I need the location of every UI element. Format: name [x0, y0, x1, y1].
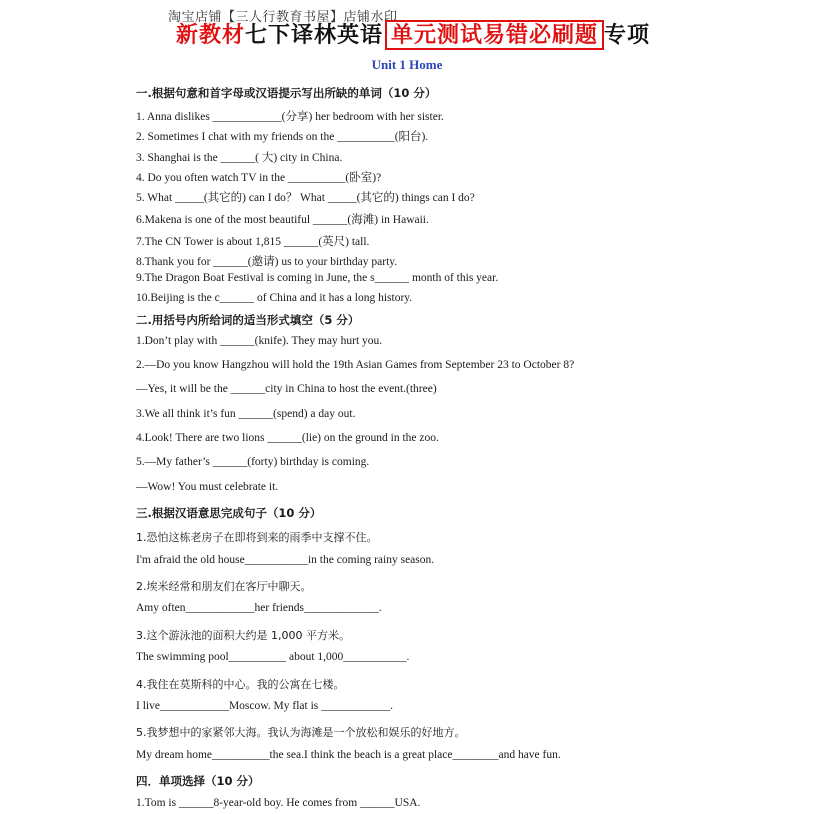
title-part-new-edition: 新教材 — [176, 22, 246, 48]
watermark-text: 淘宝店铺【三人行教育书屋】店铺水印 — [168, 10, 398, 25]
question-line: 1. Anna dislikes ____________(分享) her bedroom with her sister. — [136, 111, 444, 123]
question-line: 4.Look! There are two lions ______(lie) on the ground in the zoo. — [136, 432, 439, 444]
unit-title: Unit 1 Home — [371, 57, 443, 72]
question-line: 5. What _____(其它的) can I do？ What _____(其它的) things can I do? — [136, 192, 475, 204]
question-line: —Yes, it will be the ______city in China to host the event.(three) — [136, 383, 437, 395]
question-line: 2. Sometimes I chat with my friends on the __________(阳台). — [136, 131, 429, 143]
question-line: My dream home__________the sea.I think the beach is a great place________and have fun. — [136, 749, 561, 761]
question-line: 1.Don’t play with ______(knife). They may hurt you. — [136, 335, 383, 347]
question-line: 2.—Do you know Hangzhou will hold the 19th Asian Games from September 23 to October 8? — [136, 359, 575, 371]
title-part-special: 专项 — [604, 22, 651, 48]
chinese-prompt: 5.我梦想中的家紧邻大海。我认为海滩是一个放松和娱乐的好地方。 — [136, 726, 466, 739]
question-line: 5.—My father’s ______(forty) birthday is coming. — [136, 456, 370, 468]
question-line: I live____________Moscow. My flat is ____________. — [136, 700, 394, 712]
question-line: 3. Shanghai is the ______( 大) city in China. — [136, 152, 343, 164]
question-line: 1.Tom is ______8-year-old boy. He comes from ______USA. — [136, 797, 421, 809]
question-line: 10.Beijing is the c______ of China and it has a long history. — [136, 292, 413, 304]
document-title — [176, 18, 650, 49]
question-line: 7.The CN Tower is about 1,815 ______(英尺) tall. — [136, 236, 370, 248]
title-part-boxed: 单元测试易错必刷题 — [385, 20, 604, 50]
question-line: 8.Thank you for ______(邀请) us to your birthday party. — [136, 256, 398, 268]
chinese-prompt: 1.恐怕这栋老房子在即将到来的雨季中支撑不住。 — [136, 531, 378, 544]
question-line: 4. Do you often watch TV in the __________(卧室)? — [136, 172, 382, 184]
question-line: —Wow! You must celebrate it. — [136, 481, 279, 493]
question-line: 3.We all think it’s fun ______(spend) a day out. — [136, 408, 356, 420]
section-heading: 二.用括号内所给词的适当形式填空（5 分） — [136, 313, 360, 327]
chinese-prompt: 2.埃米经常和朋友们在客厅中聊天。 — [136, 580, 312, 593]
section-heading: 四．单项选择（10 分） — [136, 774, 260, 788]
question-line: The swimming pool__________ about 1,000___________. — [136, 651, 410, 663]
question-line: 9.The Dragon Boat Festival is coming in June, the s______ month of this year. — [136, 272, 499, 284]
section-heading: 一.根据句意和首字母或汉语提示写出所缺的单词（10 分） — [136, 86, 437, 100]
chinese-prompt: 4.我住在莫斯科的中心。我的公寓在七楼。 — [136, 678, 345, 691]
question-line: 6.Makena is one of the most beautiful ______(海滩) in Hawaii. — [136, 214, 429, 226]
question-line: I'm afraid the old house___________in the coming rainy season. — [136, 554, 435, 566]
question-line: Amy often____________her friends_____________. — [136, 602, 382, 614]
title-part-grade: 七下译林英语 — [245, 22, 384, 48]
chinese-prompt: 3.这个游泳池的面积大约是 1,000 平方米。 — [136, 629, 350, 642]
section-heading: 三.根据汉语意思完成句子（10 分） — [136, 506, 322, 520]
